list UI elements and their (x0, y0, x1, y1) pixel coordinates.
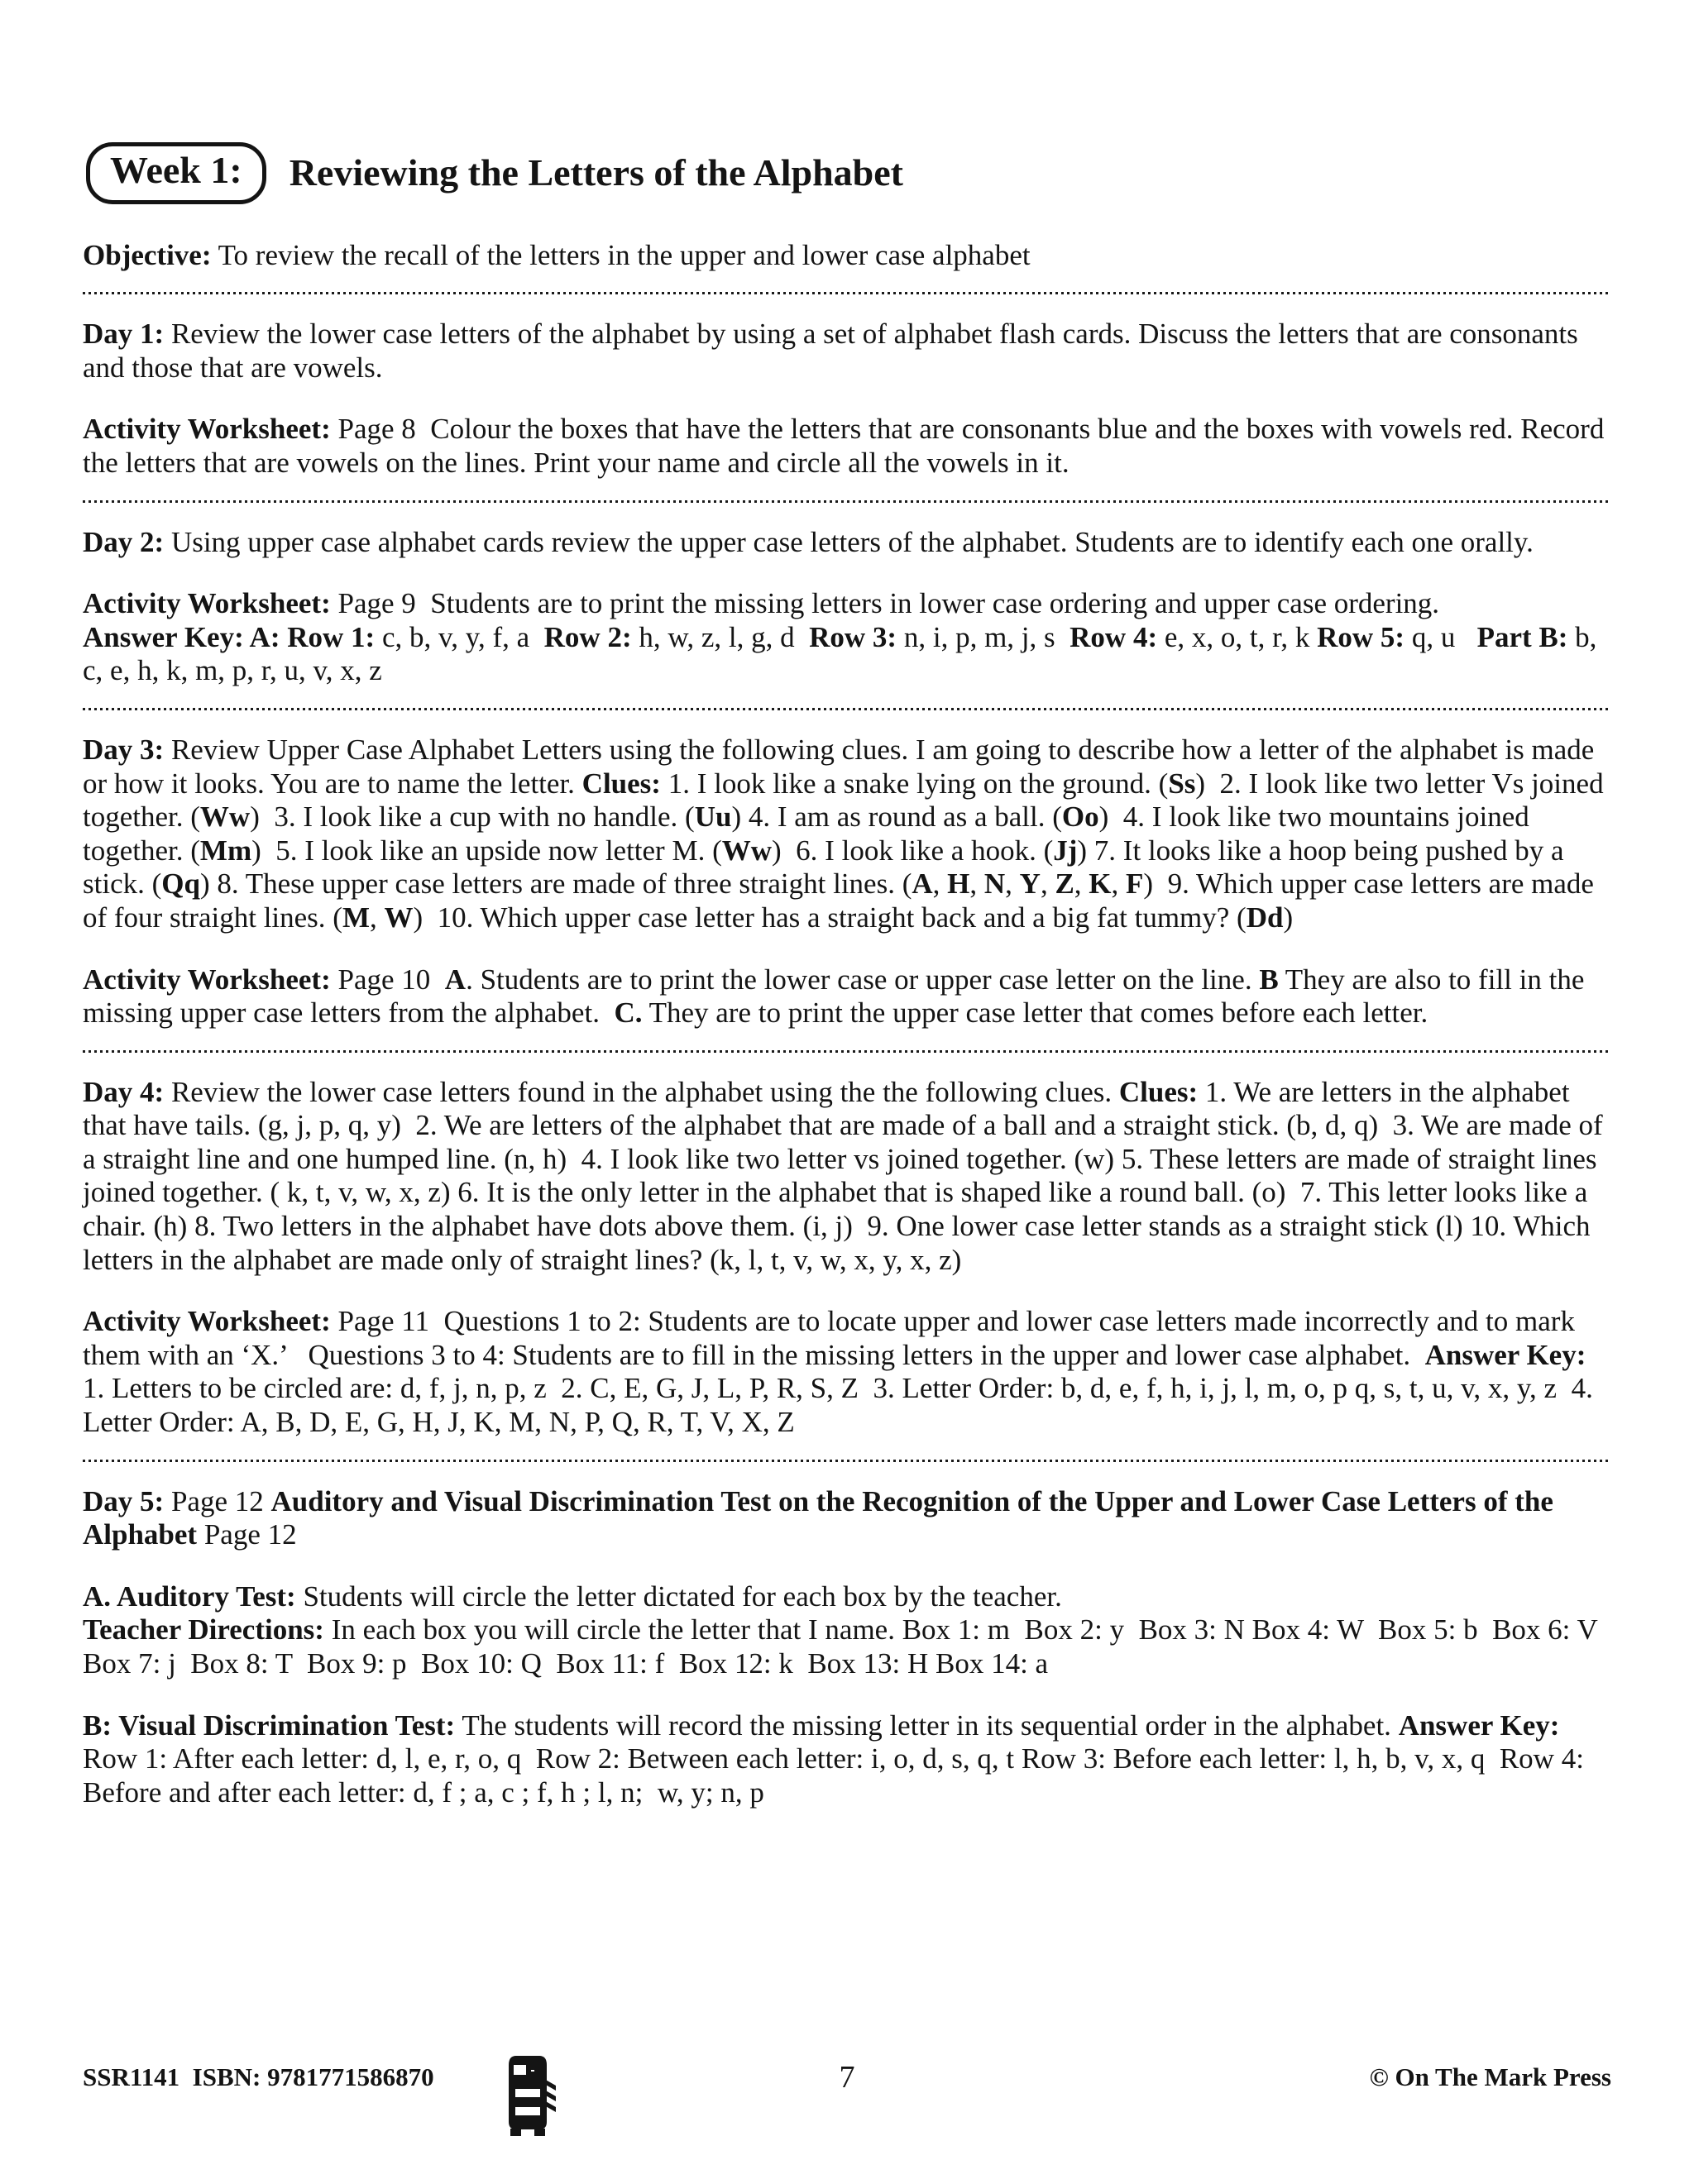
text-run: Page 8 Colour the boxes that have the letters that are consonants blue and the boxes with vowels red. Record the letters that are vowels on the lines. Print your name and circle all the vowels in it. (83, 413, 1612, 479)
text-run: , (1005, 867, 1020, 901)
text-run: ) 4. I am as round as a ball. ( (731, 800, 1062, 834)
text-run: ) 2. I look like two letter Vs joined together. ( (83, 767, 1611, 834)
text-run: 1. I look like a snake lying on the ground. ( (660, 767, 1169, 800)
text-run: Review the lower case letters of the alphabet by using a set of alphabet flash cards. Discuss the letters that are consonants and those that are vowels. (83, 318, 1586, 384)
text-run: Teacher Directions: (83, 1613, 324, 1646)
text-run: ) 8. These upper case letters are made of three straight lines. ( (199, 867, 912, 901)
text-run: M (342, 901, 371, 934)
section-day-3 (83, 734, 1611, 1030)
text-run: They are also to fill in the missing upper case letters from the alphabet. (83, 963, 1592, 1030)
text-run: Page 12 (164, 1484, 271, 1517)
section-divider (83, 1050, 1611, 1053)
text-run: The students will record the missing letter in its sequential order in the alphabet. (455, 1708, 1399, 1742)
text-run: Answer Key: A: Row 1: (83, 620, 376, 653)
text-run: h, w, z, l, g, d (631, 620, 810, 653)
text-run: e, x, o, t, r, k (1157, 620, 1318, 653)
text-run: Day 2: (83, 525, 165, 558)
section-day-5 (83, 1485, 1611, 1810)
section-divider (83, 500, 1611, 503)
text-run: Oo (1061, 800, 1099, 834)
text-run: Day 1: (83, 318, 165, 351)
text-run: ) 3. I look like a cup with no handle. ( (250, 800, 695, 834)
text-run: ) 4. I look like two mountains joined together. ( (83, 800, 1537, 867)
text-run: Activity Worksheet: (83, 963, 331, 996)
text-run: Answer Key: (1424, 1338, 1586, 1371)
section-day-4 (83, 1076, 1611, 1440)
week-badge: Week 1: (86, 142, 266, 204)
text-run: q, u (1404, 620, 1477, 653)
text-run: ) 6. I look like a hook. ( (772, 834, 1054, 867)
text-run: Z (1055, 867, 1074, 901)
text-run: F (1126, 867, 1144, 901)
text-run: , (1074, 867, 1089, 901)
day-5-heading (83, 1485, 1611, 1552)
section-day-1 (83, 318, 1611, 480)
text-run: Uu (694, 800, 732, 834)
text-run: To review the recall of the letters in the upper and lower case alphabet (211, 238, 1031, 271)
text-run: ) (1283, 901, 1294, 934)
text-run: Row 1: After each letter: d, l, e, r, o, q Row 2: Between each letter: i, o, d, s, q, t Row 3: Before each letter: l, h, b, v, x, q Row 4: Before and after each letter: d, f ; a, c ; f, h ; l, n; w, y; n, p (83, 1708, 1591, 1809)
photocopier-icon (505, 2054, 557, 2139)
day-1-paragraph (83, 318, 1611, 385)
text-run: Jj (1053, 834, 1078, 867)
text-run: Row 3: (809, 620, 897, 653)
text-run: Page 11 Questions 1 to 2: Students are to locate upper and lower case letters made incorrectly and to mark them with an ‘X.’ Questions 3 to 4: Students are to fill in the missing letters in the upper and lower case alphabet. (83, 1305, 1582, 1371)
text-run: B: Visual Discrimination Test: (83, 1708, 456, 1742)
text-run: Activity Worksheet: (83, 413, 331, 446)
text-run: Answer Key: (1398, 1708, 1560, 1742)
text-run: 1. We are letters in the alphabet that have tails. (g, j, p, q, y) 2. We are letters of the alphabet that are made of a ball and a straight stick. (b, d, q) 3. We are made of a straight line and one humped line. (n, h) 4. I look like two letter vs joined together. (w) 5. These letters are made of straight lines joined together. ( k, t, v, w, x, z) 6. It is the only letter in the alphabet that is shaped like a round ball. (o) 7. This letter looks like a chair. (h) 8. Two letters in the alphabet have dots above them. (i, j) 9. One lower case letter stands as a straight stick (l) 10. Which letters in the alphabet are made only of straight lines? (k, l, t, v, w, x, y, x, z) (83, 1075, 1610, 1276)
text-run: Part B: (1476, 620, 1568, 653)
text-run: Auditory and Visual Discrimination Test on the Recognition of the Upper and Lower Case Letters of the Alphabet (83, 1484, 1559, 1551)
text-run: Review the lower case letters found in the alphabet using the the following clues. (164, 1075, 1119, 1108)
text-run: They are to print the upper case letter that comes before each letter. (642, 996, 1428, 1030)
text-run: ) 5. I look like an upside now letter M. ( (251, 834, 722, 867)
text-run: Students will circle the letter dictated for each box by the teacher. (295, 1579, 1062, 1613)
text-run: ) 9. Which upper case letters are made of four straight lines. ( (83, 867, 1601, 934)
text-run: ) 10. Which upper case letter has a straight back and a big fat tummy? ( (413, 901, 1247, 934)
day-3-paragraph (83, 734, 1611, 935)
text-run: . Students are to print the lower case or upper case letter on the line. (466, 963, 1260, 996)
text-run: n, i, p, m, j, s (897, 620, 1070, 653)
document-footer (83, 2061, 1611, 2139)
text-run: Objective: (83, 238, 212, 271)
text-run: , (1040, 867, 1055, 901)
text-run: Dd (1246, 901, 1284, 934)
text-run: b, c, e, h, k, m, p, r, u, v, x, z (83, 620, 1605, 687)
text-run: Row 5: (1317, 620, 1405, 653)
text-run: Ww (199, 800, 251, 834)
text-run: Qq (161, 867, 200, 901)
day-4-paragraph (83, 1076, 1611, 1278)
text-run: Day 5: (83, 1484, 165, 1517)
text-run: In each box you will circle the letter that I name. Box 1: m Box 2: y Box 3: N Box 4: W Box 5: b Box 6: V Box 7: j Box 8: T Box 9: p Box 10: Q Box 11: f Box 12: k Box 13: H Box 14: a (83, 1613, 1612, 1680)
activity-worksheet-page-8 (83, 413, 1611, 480)
text-run: Activity Worksheet: (83, 587, 331, 620)
text-run: W (384, 901, 414, 934)
footer-code: SSR1141 ISBN: 9781771586870 (83, 2062, 434, 2091)
text-run: Using upper case alphabet cards review the upper case letters of the alphabet. Students are to identify each one orally. (164, 525, 1534, 558)
text-run: , (1111, 867, 1127, 901)
section-divider (83, 1460, 1611, 1462)
section-objective (83, 239, 1611, 273)
activity-worksheet-page-9 (83, 587, 1611, 688)
page-number: 7 (839, 2060, 855, 2095)
text-run: ) 7. It looks like a hoop being pushed by a stick. ( (83, 834, 1572, 901)
day-2-paragraph (83, 526, 1611, 560)
text-run: Day 4: (83, 1075, 165, 1108)
text-run: Page 10 (330, 963, 445, 996)
text-run: 1. Letters to be circled are: d, f, j, n, p, z 2. C, E, G, J, L, P, R, S, Z 3. Letter Order: b, d, e, f, h, i, j, l, m, o, p q, s, t, u, v, x, y, z 4. Letter Order: A, B, D, E, G, H, J, K, M, N, P, Q, R, T, V, X, Z (83, 1338, 1601, 1439)
document-sections (83, 239, 1611, 1810)
footer-copyright: © On The Mark Press (1369, 2062, 1611, 2091)
text-run: K (1089, 867, 1112, 901)
text-run: c, b, v, y, f, a (375, 620, 544, 653)
objective-paragraph (83, 239, 1611, 273)
text-run: N (983, 867, 1006, 901)
text-run: C. (614, 996, 643, 1030)
text-run: Ss (1168, 767, 1196, 800)
text-run: , (932, 867, 948, 901)
text-run: Ww (721, 834, 773, 867)
text-run: Page 9 Students are to print the missing letters in lower case ordering and upper case ordering. (330, 587, 1440, 620)
text-run: Clues: (581, 767, 661, 800)
activity-worksheet-page-11 (83, 1305, 1611, 1439)
text-run: B (1259, 963, 1279, 996)
text-run: Page 12 (197, 1518, 297, 1551)
text-run: Mm (199, 834, 252, 867)
section-day-2 (83, 526, 1611, 688)
text-run: , (370, 901, 385, 934)
text-run: Row 2: (543, 620, 632, 653)
text-run: A. Auditory Test: (83, 1579, 296, 1613)
document-header (86, 142, 1606, 204)
text-run: A (444, 963, 467, 996)
text-run: Y (1019, 867, 1041, 901)
text-run: , (969, 867, 984, 901)
page-title: Reviewing the Letters of the Alphabet (289, 151, 903, 194)
text-run: Review Upper Case Alphabet Letters using the following clues. I am going to describe how a letter of the alphabet is made or how it looks. You are to name the letter. (83, 733, 1602, 800)
text-run: Activity Worksheet: (83, 1305, 331, 1338)
section-divider (83, 708, 1611, 710)
text-run: Day 3: (83, 733, 165, 766)
text-run: Row 4: (1070, 620, 1158, 653)
text-run: H (947, 867, 970, 901)
visual-discrimination-paragraph (83, 1709, 1611, 1810)
activity-worksheet-page-10 (83, 963, 1611, 1030)
text-run: A (912, 867, 933, 901)
text-run: Clues: (1118, 1075, 1199, 1108)
section-divider (83, 292, 1611, 294)
auditory-test-paragraph (83, 1580, 1611, 1681)
